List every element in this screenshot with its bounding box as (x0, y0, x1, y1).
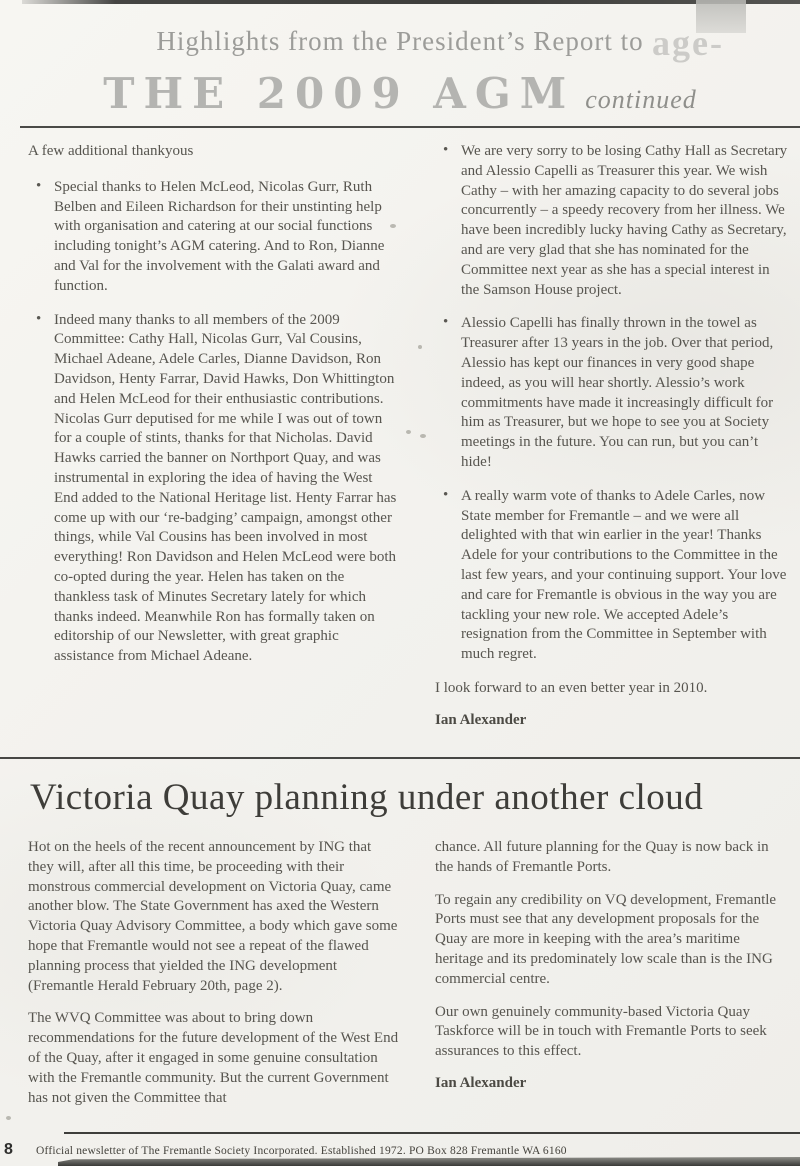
scan-speckle (6, 1116, 11, 1120)
vq-right-column (435, 838, 790, 1121)
bullet-item: • A really warm vote of thanks to Adele Carles, now State member for Fremantle – and we were all delighted with that win earlier in the year! Thanks Adele for your contributions to the Committee in the last few years, and your continuing support. Your love and care for Fremantle is obvious in the way you are tackling your new role. We accepted Adele’s resignation from the Committee in September with much regret. (435, 487, 790, 665)
header-divider-rule (20, 126, 800, 128)
vq-paragraph: Hot on the heels of the recent announcement by ING that they will, after all this time, be proceeding with their monstrous commercial development on Victoria Quay, came another blow. The State Government has axed the Western Victoria Quay Advisory Committee, a body which gave some hope that Fremantle would not see a repeat of the flawed planning process that yielded the ING development (Fremantle Herald February 20th, page 2). (28, 839, 398, 994)
footer-imprint: Official newsletter of The Fremantle Society Incorporated. Established 1972. PO Box 828 Fremantle WA 6160 (36, 1145, 567, 1157)
vq-right-paragraphs (435, 838, 790, 1062)
agm-closing-line: I look forward to an even better year in 2010. (435, 679, 708, 696)
agm-left-column (28, 142, 400, 729)
masthead-continued-label: continued (585, 85, 697, 114)
bullet-item: • We are very sorry to be losing Cathy Hall as Secretary and Alessio Capelli as Treasurer this year. We wish Cathy – with her amazing capacity to do several jobs concurrently – a speedy recovery from her illness. We have been incredibly lucky having Cathy as Secretary, and are very glad that she has nominated for the Committee next year as she has a special interest in the Samson House project. (435, 142, 790, 300)
agm-left-bullet-list (28, 178, 400, 667)
masthead-title: THE 2009 AGM (103, 69, 576, 118)
agm-signature: Ian Alexander (435, 711, 527, 728)
section-divider-rule (0, 757, 800, 759)
vq-article-title: Victoria Quay planning under another cloud (30, 777, 704, 818)
footer-divider-rule (64, 1132, 800, 1134)
bullet-item: • Alessio Capelli has finally thrown in the towel as Treasurer after 13 years in the job. Over that period, Alessio has kept our finances in very good shape indeed, as you will hear shortly. Alessio’s work commitments have made it increasingly difficult for him as Treasurer, but we hope to see you at Society meetings in the future. You can run, but you can’t hide! (435, 314, 790, 472)
bullet-item: • Special thanks to Helen McLeod, Nicolas Gurr, Ruth Belben and Eileen Richardson for their unstinting help with organisation and catering at our social functions including tonight’s AGM catering. And to Ron, Dianne and Val for the involvement with the Galati award and function. (28, 178, 400, 297)
vq-paragraph: chance. All future planning for the Quay is now back in the hands of Fremantle Ports. (435, 839, 769, 875)
vq-article-section (28, 838, 790, 1121)
agm-intro: A few additional thankyous (28, 143, 194, 159)
agm-right-column (435, 142, 790, 729)
page-footer (0, 1141, 800, 1161)
scan-edge-top (22, 0, 800, 4)
masthead-kicker: Highlights from the President’s Report to (156, 26, 644, 56)
agm-right-bullet-list (435, 142, 790, 665)
vq-paragraph: Our own genuinely community-based Victoria Quay Taskforce will be in touch with Fremantle Ports to seek assurances to this effect. (435, 1003, 767, 1060)
masthead-title-line (0, 69, 800, 118)
agm-report-section (28, 142, 790, 729)
bullet-item: • Indeed many thanks to all members of the 2009 Committee: Cathy Hall, Nicolas Gurr, Val Cousins, Michael Adeane, Adele Carles, Dianne Davidson, Ron Davidson, Henty Farrar, David Hawks, Don Whittington and Helen McLeod for their enthusiastic contributions. Nicolas Gurr deputised for me while I was out of town for a couple of stints, thanks for that Nicholas. David Hawks carried the banner on Northport Quay, and was instrumental in exploring the idea of having the West End added to the National Heritage list. Henty Farrar has come up with our ‘re-badging’ campaign, amongst other things, while Val Cousins has been involved in most everything! Ron Davidson and Helen McLeod were both co-opted during the year. Helen has taken on the thankless task of Minutes Secretary lately for which thanks indeed. Meanwhile Ron has formally taken on editorship of our Newsletter, with great graphic assistance from Michael Adeane. (28, 311, 400, 667)
page-number: 8 (4, 1141, 13, 1158)
page-bleedthrough-text: age- (652, 23, 724, 63)
vq-paragraph: To regain any credibility on VQ development, Fremantle Ports must see that any development proposals for the Quay are more in keeping with the area’s maritime heritage and its predominately low scale than is the ING commercial centre. (435, 891, 777, 987)
vq-signature: Ian Alexander (435, 1074, 527, 1091)
vq-left-column (28, 838, 400, 1121)
vq-paragraph: The WVQ Committee was about to bring down recommendations for the future development of the West End of the Quay, after it engaged in some genuine consultation with the Fremantle community. But the current Government has not given the Committee that (28, 1010, 399, 1106)
